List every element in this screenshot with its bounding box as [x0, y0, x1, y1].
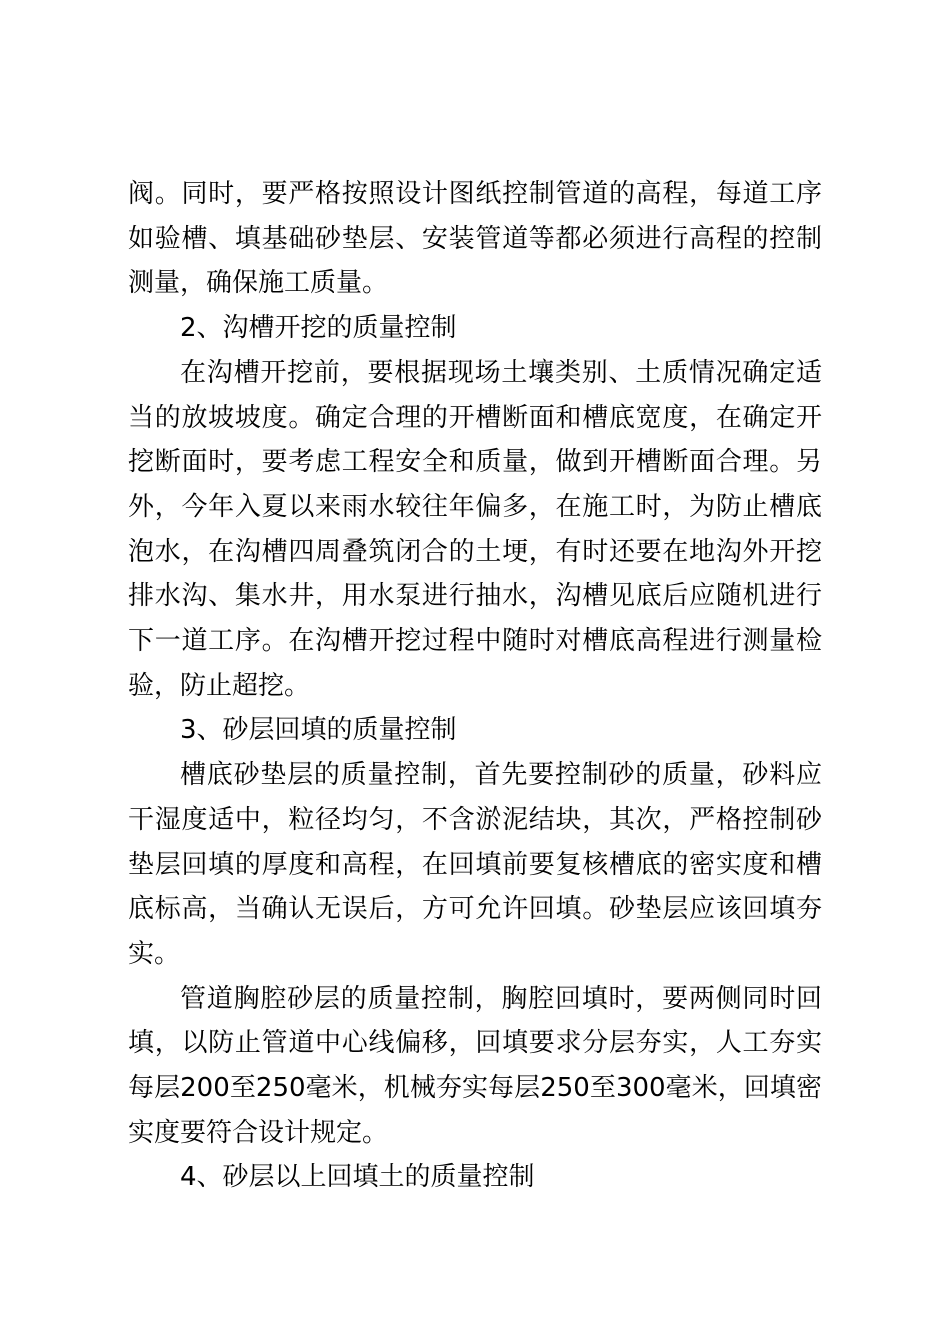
document-body	[128, 172, 822, 1200]
paragraph: 在沟槽开挖前，要根据现场土壤类别、土质情况确定适当的放坡坡度。确定合理的开槽断面和槽底宽度，在确定开挖断面时，要考虑工程安全和质量，做到开槽断面合理。另外，今年入夏以来雨水较往年偏多，在施工时，为防止槽底泡水，在沟槽四周叠筑闭合的土埂，有时还要在地沟外开挖排水沟、集水井，用水泵进行抽水，沟槽见底后应随机进行下一道工序。在沟槽开挖过程中随时对槽底高程进行测量检验，防止超挖。	[128, 357, 822, 701]
paragraph: 管道胸腔砂层的质量控制，胸腔回填时，要两侧同时回填，以防止管道中心线偏移，回填要求分层夯实，人工夯实每层200至250毫米，机械夯实每层250至300毫米，回填密实度要符合设计规定。	[128, 983, 822, 1148]
section-heading-4: 4、砂层以上回填土的质量控制	[180, 1162, 535, 1193]
paragraph: 槽底砂垫层的质量控制，首先要控制砂的质量，砂料应干湿度适中，粒径均匀，不含淤泥结块，其次，严格控制砂垫层回填的厚度和高程，在回填前要复核槽底的密实度和槽底标高，当确认无误后，方可允许回填。砂垫层应该回填夯实。	[128, 760, 822, 969]
section-heading-3: 3、砂层回填的质量控制	[180, 715, 457, 746]
paragraph-continued: 阀。同时，要严格按照设计图纸控制管道的高程，每道工序如验槽、填基础砂垫层、安装管道等都必须进行高程的控制测量，确保施工质量。	[128, 179, 822, 299]
section-heading-2: 2、沟槽开挖的质量控制	[180, 313, 457, 344]
